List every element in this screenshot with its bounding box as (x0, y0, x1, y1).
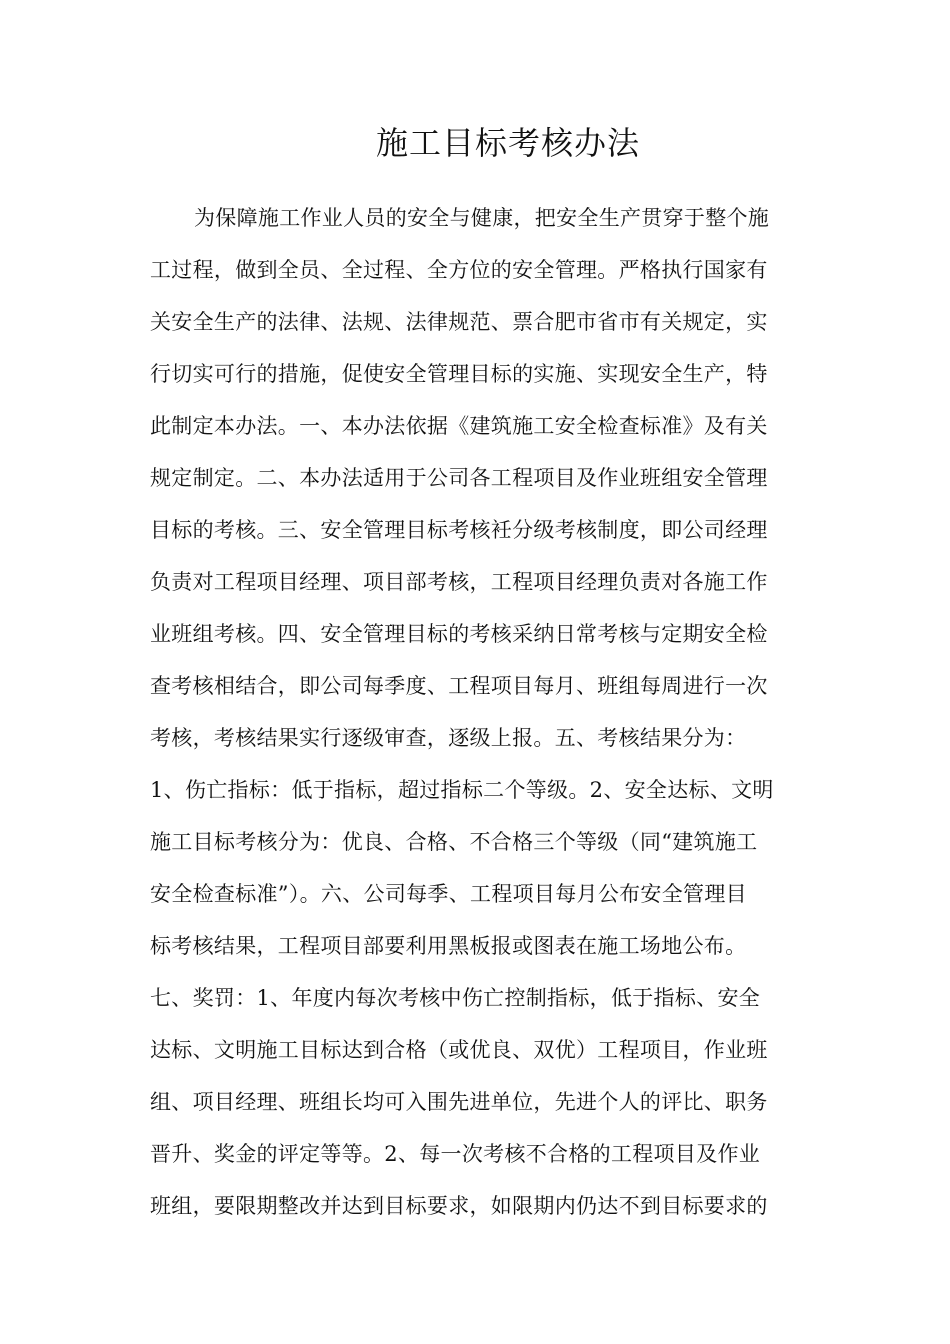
paragraph-line: 查考核相结合，即公司每季度、工程项目每月、班组每周进行一次 (150, 674, 768, 698)
paragraph-line: 负责对工程项目经理、项目部考核，工程项目经理负责对各施工作 (150, 570, 768, 594)
paragraph-line: 班组，要限期整改并达到目标要求，如限期内仍达不到目标要求的 (150, 1194, 768, 1218)
document-body (150, 192, 810, 1232)
paragraph-line: 业班组考核。四、安全管理目标的考核采纳日常考核与定期安全检 (150, 622, 768, 646)
paragraph-line: 达标、文明施工目标达到合格（或优良、双优）工程项目，作业班 (150, 1038, 768, 1062)
paragraph-line: 目标的考核。三、安全管理目标考核衽分级考核制度，即公司经理 (150, 518, 768, 542)
paragraph-line: 为保障施工作业人员的安全与健康，把安全生产贯穿于整个施 (194, 206, 770, 230)
paragraph-line: 施工目标考核分为：优良、合格、不合格三个等级（同“建筑施工 (150, 830, 758, 854)
paragraph-line: 规定制定。二、本办法适用于公司各工程项目及作业班组安全管理 (150, 466, 768, 490)
paragraph-line: 行切实可行的措施，促使安全管理目标的实施、实现安全生产，特 (150, 362, 768, 386)
paragraph-line: 此制定本办法。一、本办法依据《建筑施工安全检查标准》及有关 (150, 414, 768, 438)
paragraph-line: 七、奖罚：1、年度内每次考核中伤亡控制指标，低于指标、安全 (150, 986, 761, 1010)
paragraph-line: 关安全生产的法律、法规、法律规范、票合肥市省市有关规定，实 (150, 310, 768, 334)
document-title: 施工目标考核办法 (375, 124, 640, 162)
paragraph-line: 标考核结果，工程项目部要利用黑板报或图表在施工场地公布。 (150, 934, 747, 958)
paragraph-line: 1、伤亡指标：低于指标，超过指标二个等级。2、安全达标、文明 (150, 778, 774, 802)
paragraph-line: 工过程，做到全员、全过程、全方位的安全管理。严格执行国家有 (150, 258, 768, 282)
paragraph-line: 组、项目经理、班组长均可入围先进单位，先进个人的评比、职务 (150, 1090, 768, 1114)
paragraph-line: 考核，考核结果实行逐级审查，逐级上报。五、考核结果分为： (150, 726, 747, 750)
paragraph-line: 晋升、奖金的评定等等。2、每一次考核不合格的工程项目及作业 (150, 1142, 761, 1166)
paragraph-line: 安全检查标准”）。六、公司每季、工程项目每月公布安全管理目 (150, 882, 747, 906)
